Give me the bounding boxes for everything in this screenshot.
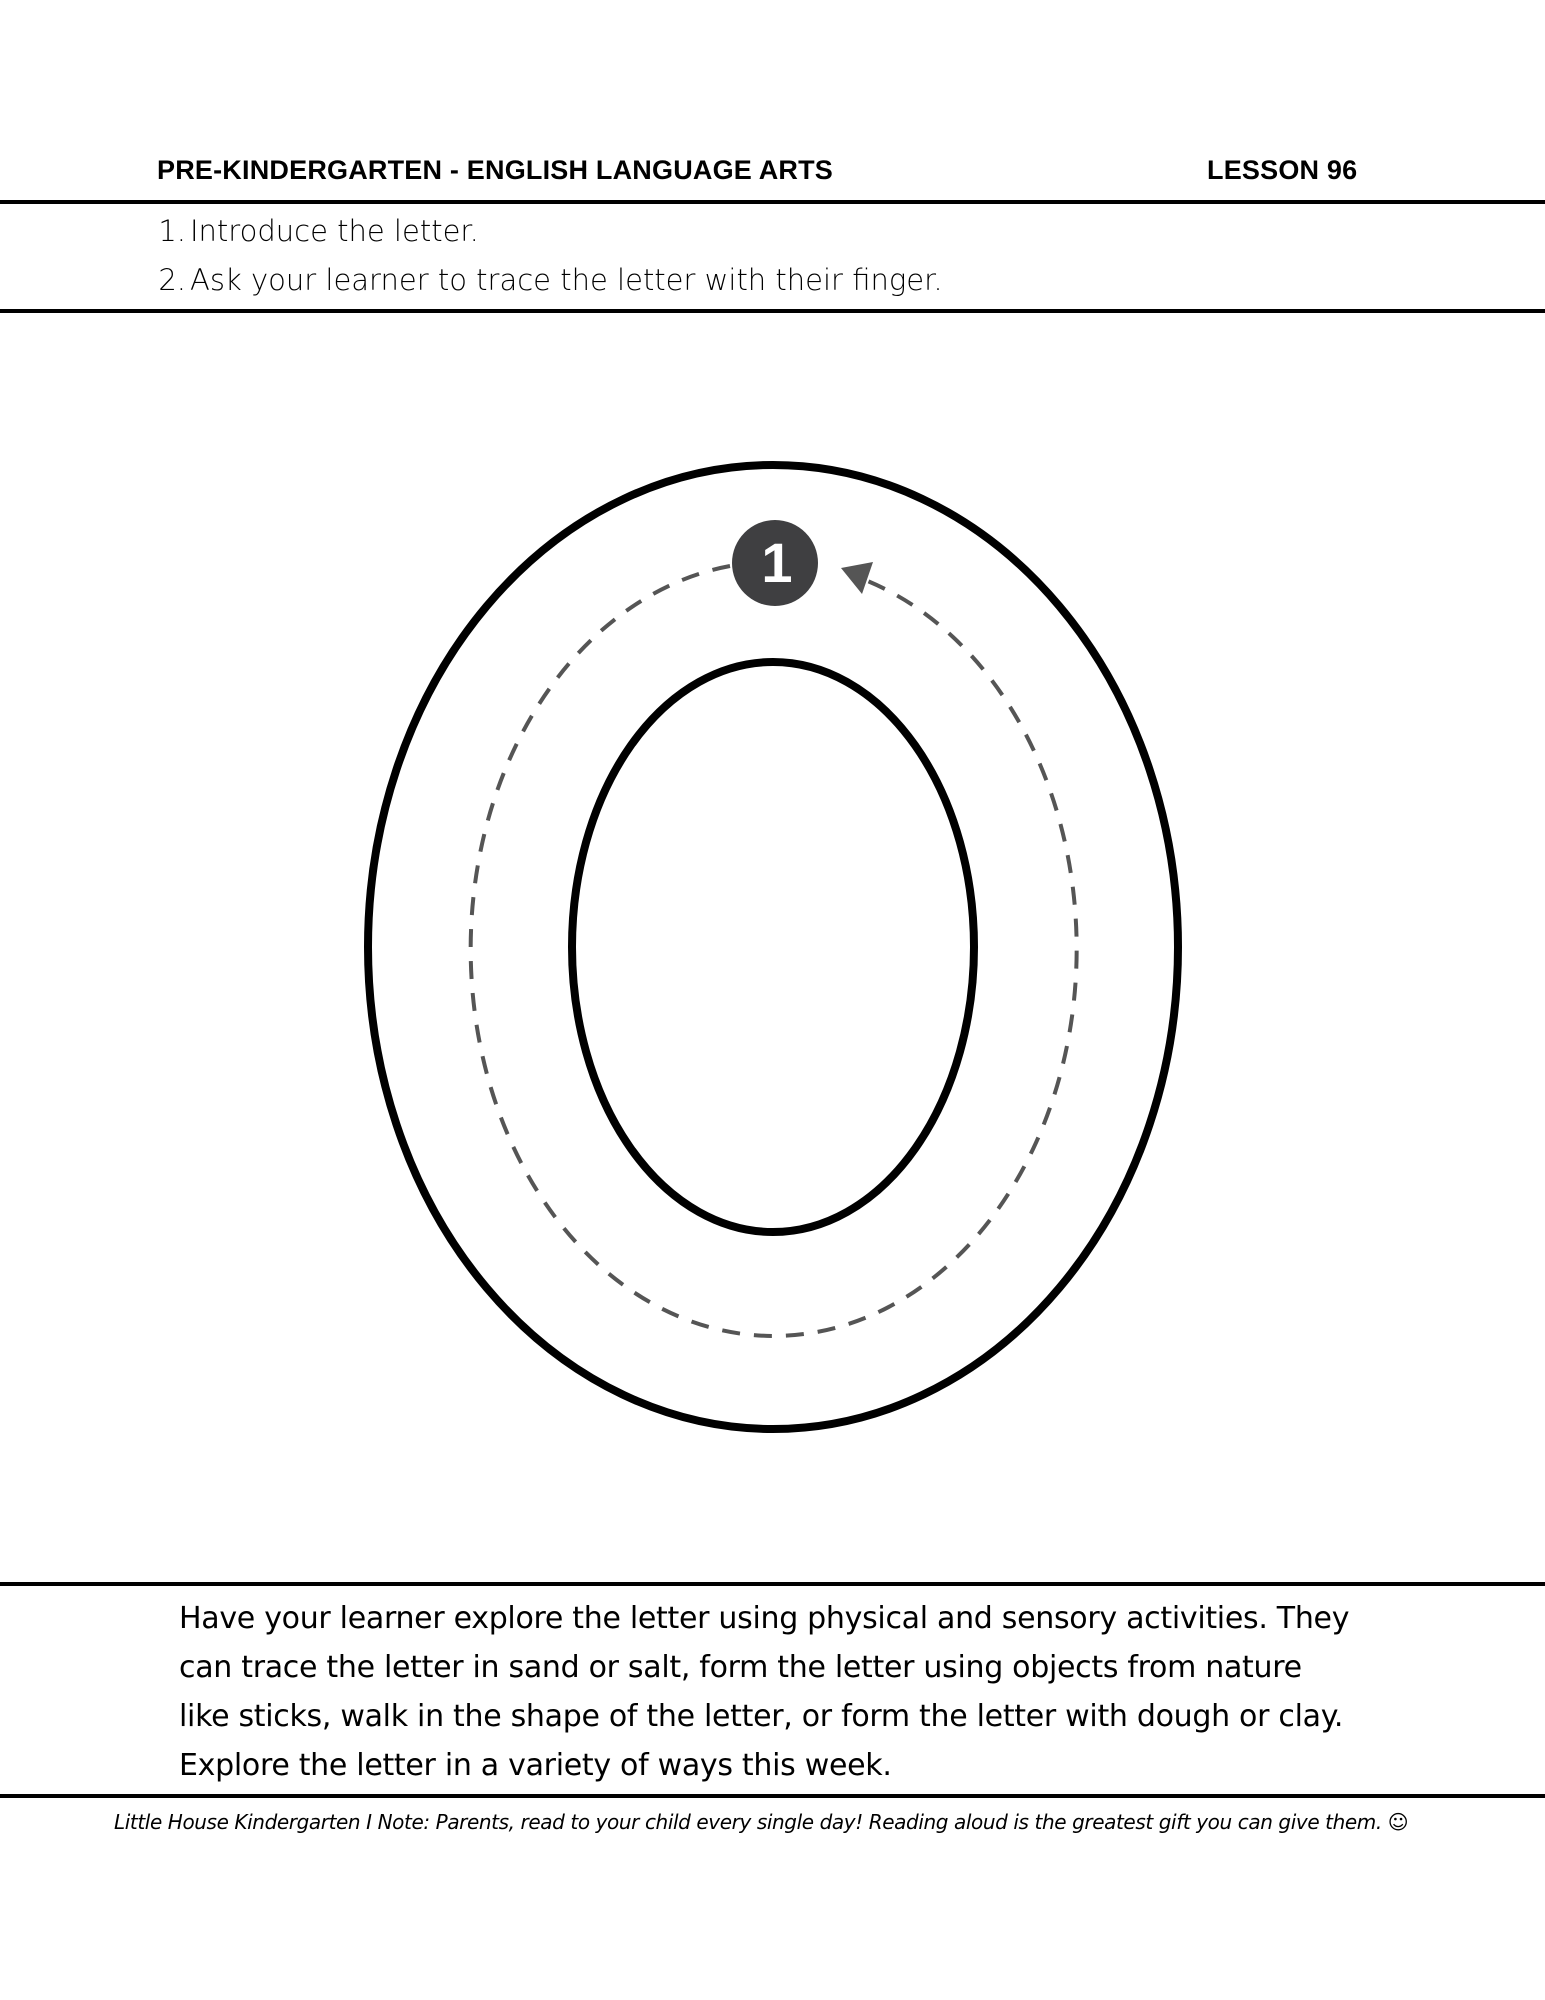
page-title: PRE-KINDERGARTEN - ENGLISH LANGUAGE ARTS [157, 155, 834, 185]
activity-line: can trace the letter in sand or salt, form the letter using objects from nature [179, 1650, 1302, 1685]
activity-line: like sticks, walk in the shape of the letter, or form the letter with dough or clay. [179, 1699, 1344, 1734]
lesson-number: LESSON 96 [1207, 155, 1358, 185]
direction-arrow-icon [841, 562, 873, 594]
dashed-tracing-guide [471, 566, 1077, 1336]
activity-top-divider [0, 1582, 1545, 1586]
letter-outer-outline [368, 465, 1178, 1429]
activity-line: Explore the letter in a variety of ways this week. [179, 1748, 892, 1783]
footer-divider [0, 1794, 1545, 1798]
stroke-number: 1 [761, 531, 793, 594]
instruction-number: 2. [158, 263, 186, 297]
instruction-text: Ask your learner to trace the letter with their finger. [190, 263, 943, 297]
letter-inner-outline [572, 662, 974, 1232]
activity-line: Have your learner explore the letter using physical and sensory activities. They [179, 1601, 1350, 1636]
instruction-text: Introduce the letter. [190, 214, 479, 248]
instruction-number: 1. [158, 214, 186, 248]
footer-note: Little House Kindergarten I Note: Parents, read to your child every single day! Reading aloud is the greatest gift you can give them. ☺ [114, 1810, 1409, 1834]
